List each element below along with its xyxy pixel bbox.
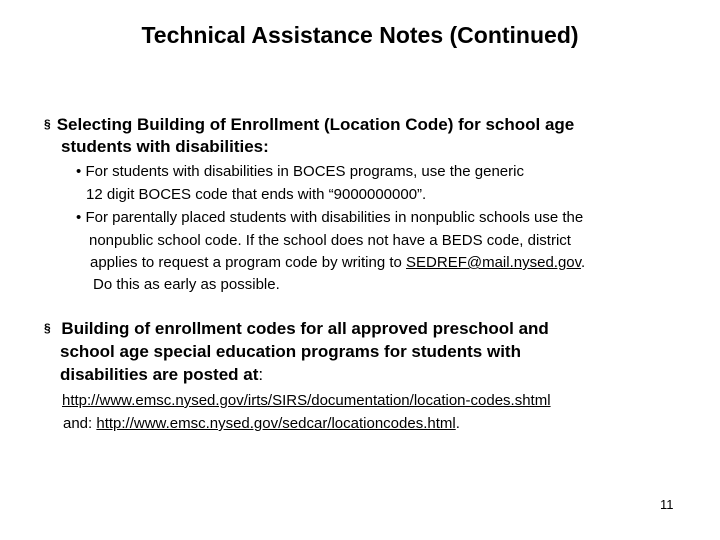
sub2-line3-text: applies to request a program code by writing to [90, 254, 407, 271]
period: . [455, 415, 460, 432]
location-codes-link[interactable]: http://www.emsc.nysed.gov/irts/SIRS/documentation/location-codes.shtml [62, 392, 551, 409]
page-number: 11 [660, 497, 674, 512]
section1-heading-line2: students with disabilities: [61, 137, 269, 156]
section1-heading-line1: Selecting Building of Enrollment (Location Code) for school age [56, 115, 575, 134]
section2-link1-row [62, 391, 551, 410]
section2-text: Building of enrollment codes for all approved preschool and [61, 319, 549, 338]
sedref-email-link[interactable]: SEDREF@mail.nysed.gov [406, 254, 582, 271]
sedcar-location-codes-link[interactable]: http://www.emsc.nysed.gov/sedcar/locationcodes.html [96, 415, 456, 432]
square-bullet-icon: § [44, 117, 51, 131]
section1-sub2-line1 [76, 208, 583, 227]
round-bullet-icon: • [76, 163, 82, 180]
round-bullet-icon: • [76, 209, 82, 226]
section1-sub2-line3 [90, 253, 585, 272]
slide-title: Technical Assistance Notes (Continued) [141, 22, 579, 48]
square-bullet-icon: § [44, 321, 51, 335]
section2-link2-row [63, 414, 460, 433]
and-label: and: [63, 415, 97, 432]
sub1-text: For students with disabilities in BOCES programs, use the generic [85, 163, 524, 180]
section1-sub1-line1 [76, 162, 524, 181]
section2-line1 [44, 318, 549, 339]
section1-sub2-line4: Do this as early as possible. [93, 276, 280, 293]
section1-sub1-line2: 12 digit BOCES code that ends with “9000000000”. [86, 186, 427, 203]
section2-line3-text: disabilities are posted at [60, 365, 259, 384]
section1-sub2-line2: nonpublic school code. If the school does not have a BEDS code, district [89, 232, 571, 249]
section2-line2: school age special education programs for students with [60, 342, 521, 361]
period: . [581, 254, 586, 271]
section2-line3 [60, 365, 263, 385]
sub2-text: For parentally placed students with disabilities in nonpublic schools use the [85, 209, 584, 226]
colon: : [258, 365, 264, 384]
section1-heading [44, 114, 574, 135]
